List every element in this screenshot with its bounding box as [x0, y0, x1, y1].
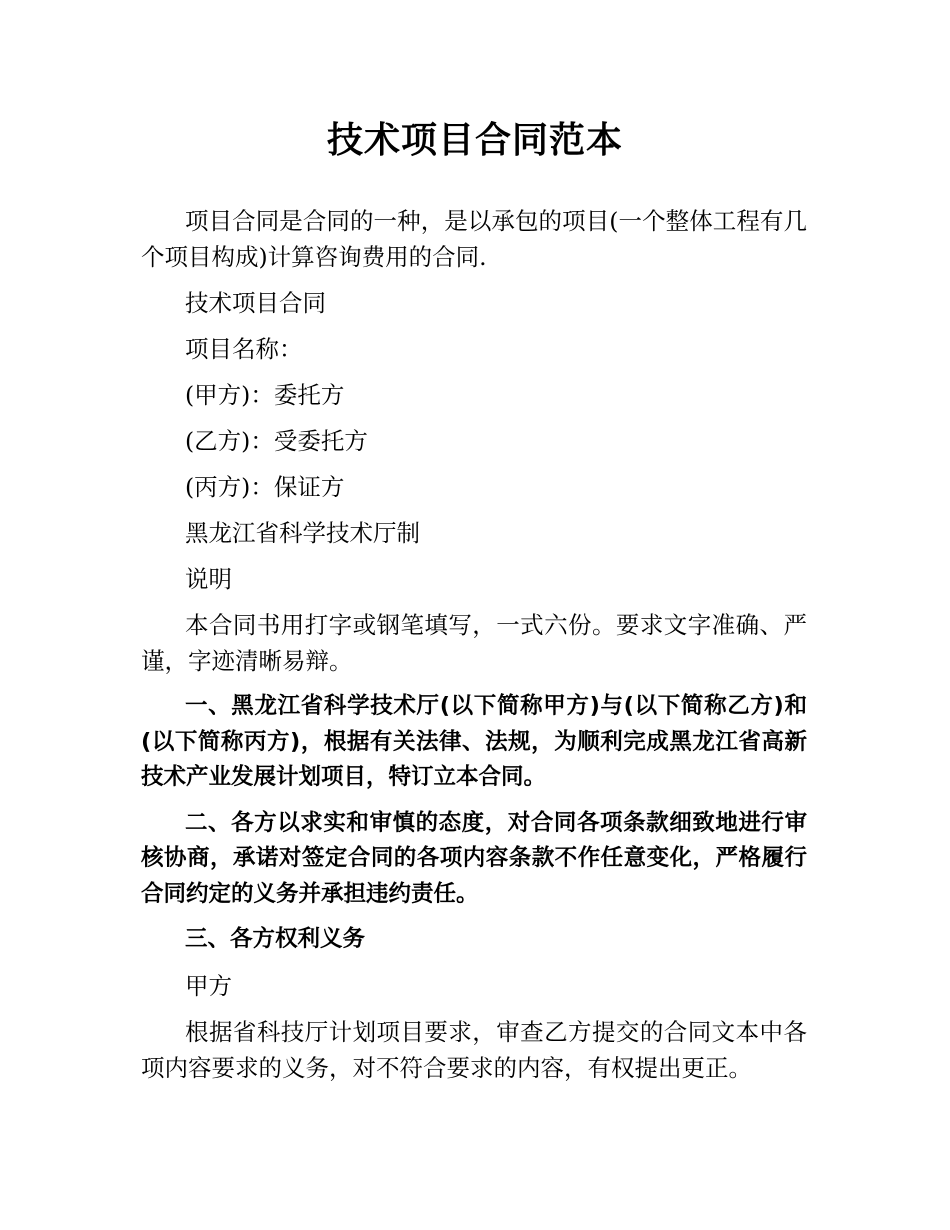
paragraph-party-a-heading: 甲方: [185, 971, 232, 1000]
paragraph-intro: 项目合同是合同的一种，是以承包的项目(一个整体工程有几个项目构成)计算咨询费用的合同.: [141, 207, 807, 271]
paragraph-issuer: 黑龙江省科学技术厅制: [185, 519, 420, 547]
paragraph-clause-1: 一、黑龙江省科学技术厅(以下简称甲方)与(以下简称乙方)和(以下简称丙方)，根据有关法律、法规，为顺利完成黑龙江省高新技术产业发展计划项目，特订立本合同。: [141, 693, 807, 790]
paragraph-notes-heading: 说明: [185, 565, 232, 593]
paragraph-party-c: (丙方)：保证方: [185, 473, 345, 501]
paragraph-party-a: (甲方)：委托方: [185, 381, 345, 409]
paragraph-contract-name: 技术项目合同: [185, 289, 326, 317]
paragraph-party-b: (乙方)：受委托方: [185, 427, 368, 455]
paragraph-notes: 本合同书用打字或钢笔填写，一式六份。要求文字准确、严谨，字迹清晰易辩。: [141, 611, 807, 675]
document-body: [141, 203, 807, 1096]
paragraph-clause-3: 三、各方权利义务: [185, 926, 366, 952]
paragraph-project-name: 项目名称：: [185, 335, 303, 363]
paragraph-clause-2: 二、各方以求实和审慎的态度，对合同各项条款细致地进行审核协商，承诺对签定合同的各项内容条款不作任意变化，严格履行合同约定的义务并承担违约责任。: [141, 809, 807, 907]
document-title: 技术项目合同范本: [326, 120, 623, 161]
paragraph-party-a-duties: 根据省科技厅计划项目要求，审查乙方提交的合同文本中各项内容要求的义务，对不符合要求的内容，有权提出更正。: [141, 1017, 807, 1082]
